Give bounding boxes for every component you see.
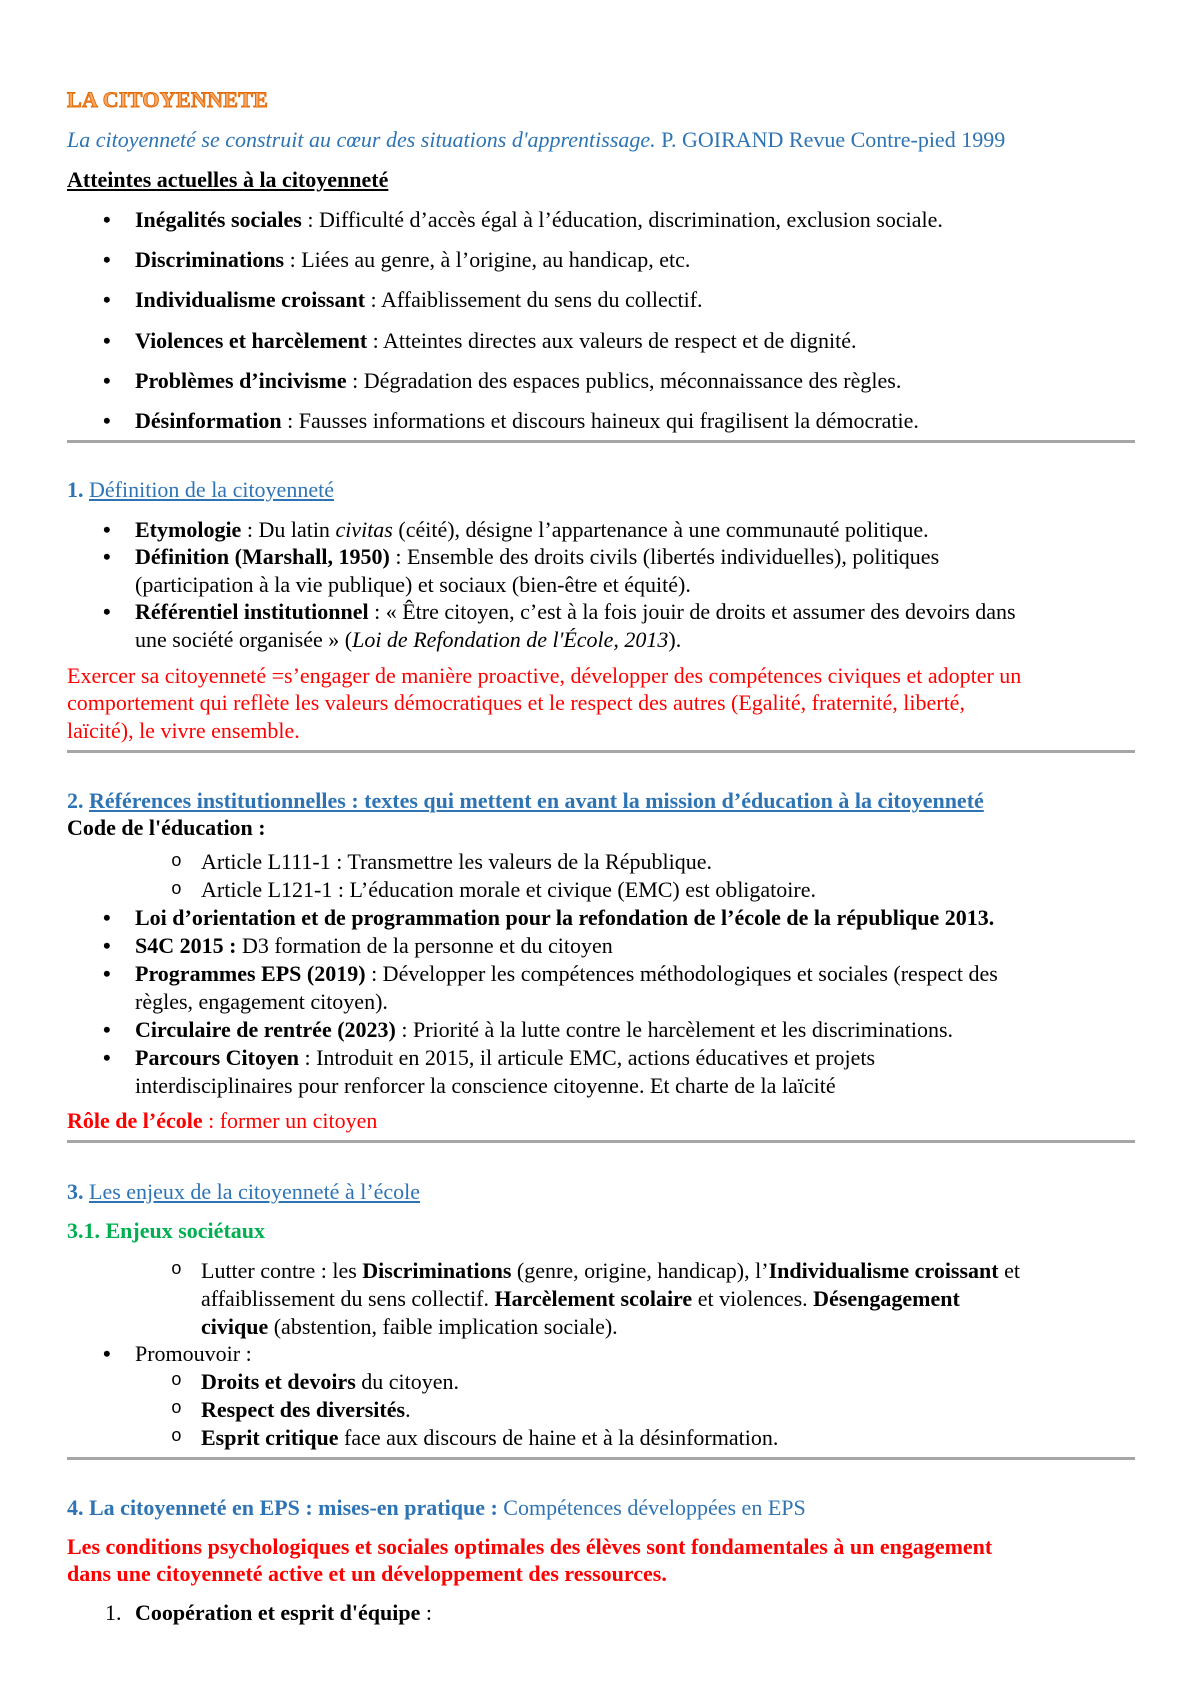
list-item-s4c xyxy=(67,932,1137,960)
threats-heading: Atteintes actuelles à la citoyenneté xyxy=(67,167,389,192)
law-reference: Loi de Refondation de l'École, 2013 xyxy=(352,626,669,652)
item-text-continued: (participation à la vie publique) et sociaux (bien-être et équité). xyxy=(135,571,691,597)
item-number: 1. xyxy=(105,1599,122,1625)
item-label: Coopération et esprit d'équipe xyxy=(135,1599,421,1625)
note-line: Exercer sa citoyenneté =s’engager de manière proactive, développer des compétences civiques et adopter un xyxy=(67,662,1022,688)
item-text: D3 formation de la personne et du citoyen xyxy=(236,932,613,958)
list-item-definition xyxy=(67,543,1137,598)
item-label: Désinformation xyxy=(135,407,282,433)
item-text: : Dégradation des espaces publics, méconnaissance des règles. xyxy=(346,367,902,393)
list-item-promote-value xyxy=(67,1396,1137,1424)
item-text-continued: règles, engagement citoyen). xyxy=(135,988,388,1014)
item-text: : Développer les compétences méthodologiques et sociales (respect des xyxy=(365,960,998,986)
threats-list xyxy=(67,206,1137,434)
item-label: S4C 2015 : xyxy=(135,932,237,958)
item-label: Discriminations xyxy=(135,247,285,273)
section-divider xyxy=(67,1140,1135,1143)
section-title: Les enjeux de la citoyenneté à l’école xyxy=(89,1178,421,1204)
section-title: Références institutionnelles : textes qui mettent en avant la mission d’éducation à la citoyenneté xyxy=(89,787,984,813)
item-label: Esprit critique xyxy=(201,1424,339,1450)
item-label: Définition (Marshall, 1950) xyxy=(135,544,390,570)
item-label: Parcours Citoyen xyxy=(135,1044,299,1070)
list-item-circular xyxy=(67,1016,1137,1044)
item-text: : Atteintes directes aux valeurs de respect et de dignité. xyxy=(367,327,857,353)
section-divider xyxy=(67,440,1135,443)
note-line: laïcité), le vivre ensemble. xyxy=(67,717,300,743)
list-item-competence xyxy=(67,1599,1137,1627)
item-text-continued: interdisciplinaires pour renforcer la conscience citoyenne. Et charte de la laïcité xyxy=(135,1072,836,1098)
item-label: Inégalités sociales xyxy=(135,207,302,232)
text-segment: (genre, origine, handicap), l’ xyxy=(511,1257,769,1283)
item-label: Droits et devoirs xyxy=(201,1369,356,1395)
list-item-law-2013: • Loi d’orientation et de programmation pour la refondation de l’école de la république 2013. xyxy=(67,904,1137,932)
list-item xyxy=(67,206,1137,234)
list-item-promote-value xyxy=(67,1424,1137,1452)
bold-segment: Harcèlement scolaire xyxy=(494,1285,693,1311)
list-item-article: o Article L111-1 : Transmettre les valeurs de la République. xyxy=(67,848,1137,876)
section-divider xyxy=(67,750,1135,753)
epigraph-source: P. GOIRAND Revue Contre-pied 1999 xyxy=(655,127,1006,152)
document-title: LA CITOYENNETE xyxy=(67,87,269,112)
list-item-parcours xyxy=(67,1044,1137,1100)
list-item xyxy=(67,246,1137,274)
list-item-fight xyxy=(67,1257,1137,1340)
text-segment: (abstention, faible implication sociale). xyxy=(268,1313,618,1339)
school-role-label: Rôle de l’école xyxy=(67,1107,203,1133)
section-number: 1. xyxy=(67,476,89,502)
item-label: Respect des diversités xyxy=(201,1396,406,1422)
section-heading-stakes xyxy=(67,1178,1137,1206)
section-title: Définition de la citoyenneté xyxy=(89,476,334,502)
list-item xyxy=(67,407,1137,435)
item-text: : Du latin xyxy=(241,516,336,542)
item-label: Violences et harcèlement xyxy=(135,327,368,353)
latin-term: civitas xyxy=(335,516,393,542)
list-item xyxy=(67,286,1137,314)
subsection-heading: 3.1. Enjeux sociétaux xyxy=(67,1217,265,1243)
citizenship-note xyxy=(67,662,1137,745)
text-segment: Lutter contre : les xyxy=(201,1257,363,1283)
text-segment: affaiblissement du sens collectif. xyxy=(201,1285,495,1311)
item-label: Programmes EPS (2019) xyxy=(135,960,366,986)
item-text: : xyxy=(420,1599,433,1625)
document-page xyxy=(67,86,1137,1626)
list-item xyxy=(67,367,1137,395)
note-line: comportement qui reflète les valeurs démocratiques et le respect des autres (Egalité, fraternité, liberté, xyxy=(67,690,965,716)
item-text: : Affaiblissement du sens du collectif. xyxy=(365,287,703,313)
item-text: . xyxy=(405,1396,411,1422)
item-text: face aux discours de haine et à la désinformation. xyxy=(338,1424,779,1450)
definition-list xyxy=(67,516,1137,654)
articles-list xyxy=(67,848,1137,904)
conditions-statement xyxy=(67,1533,1137,1588)
item-label: Circulaire de rentrée (2023) xyxy=(135,1016,396,1042)
school-role xyxy=(67,1107,1137,1135)
section-heading-references xyxy=(67,787,1137,815)
epigraph-quote: La citoyenneté se construit au cœur des situations d'apprentissage. xyxy=(67,127,656,152)
item-text: : Introduit en 2015, il articule EMC, actions éducatives et projets xyxy=(298,1044,876,1070)
list-item-etymology xyxy=(67,516,1137,544)
bold-segment: Discriminations xyxy=(362,1257,512,1283)
item-label: Etymologie xyxy=(135,516,242,542)
item-text-continued: une société organisée » ( xyxy=(135,626,353,652)
list-item-reference xyxy=(67,598,1137,653)
school-role-text: : former un citoyen xyxy=(202,1107,378,1133)
item-text-end: (céité), désigne l’appartenance à une communauté politique. xyxy=(392,516,929,542)
section-title-rest: Compétences développées en EPS xyxy=(497,1494,806,1520)
item-label: Individualisme croissant xyxy=(135,287,366,313)
list-item-promote-value xyxy=(67,1368,1137,1396)
stakes-list xyxy=(67,1257,1137,1452)
list-item-eps xyxy=(67,960,1137,1016)
list-item-promote: • Promouvoir : xyxy=(67,1340,1137,1368)
statement-line: dans une citoyenneté active et un développement des ressources. xyxy=(67,1561,667,1587)
competences-list xyxy=(67,1599,1137,1627)
bold-segment: civique xyxy=(201,1313,269,1339)
item-text: : Fausses informations et discours haineux qui fragilisent la démocratie. xyxy=(281,407,919,433)
section-heading-eps xyxy=(67,1494,1137,1522)
item-text: : « Être citoyen, c’est à la fois jouir de droits et assumer des devoirs dans xyxy=(368,599,1016,625)
item-text: : Difficulté d’accès égal à l’éducation, discrimination, exclusion sociale. xyxy=(301,207,943,232)
list-item xyxy=(67,327,1137,355)
item-label: Problèmes d’incivisme xyxy=(135,367,347,393)
section-heading-definition xyxy=(67,476,1137,504)
list-item-article: o Article L121-1 : L’éducation morale et civique (EMC) est obligatoire. xyxy=(67,876,1137,904)
item-text: : Ensemble des droits civils (libertés individuelles), politiques xyxy=(389,544,940,570)
section-number: 2. xyxy=(67,787,89,813)
item-text: : Liées au genre, à l’origine, au handicap, etc. xyxy=(284,247,691,273)
epigraph xyxy=(67,126,1137,154)
item-label: Référentiel institutionnel xyxy=(135,599,369,625)
statement-line: Les conditions psychologiques et sociales optimales des élèves sont fondamentales à un engagement xyxy=(67,1533,993,1559)
section-number: 3. xyxy=(67,1178,89,1204)
text-segment: et xyxy=(998,1257,1021,1283)
item-text: : Priorité à la lutte contre le harcèlement et les discriminations. xyxy=(395,1016,954,1042)
item-text-end: ). xyxy=(668,626,682,652)
code-heading: Code de l'éducation : xyxy=(67,815,266,841)
text-segment: et violences. xyxy=(692,1285,814,1311)
texts-list xyxy=(67,904,1137,1100)
section-divider xyxy=(67,1457,1135,1460)
bold-segment: Individualisme croissant xyxy=(768,1257,999,1283)
bold-segment: Désengagement xyxy=(813,1285,960,1311)
item-text: du citoyen. xyxy=(355,1369,460,1395)
section-title-bold: 4. La citoyenneté en EPS : mises-en pratique : xyxy=(67,1494,498,1520)
